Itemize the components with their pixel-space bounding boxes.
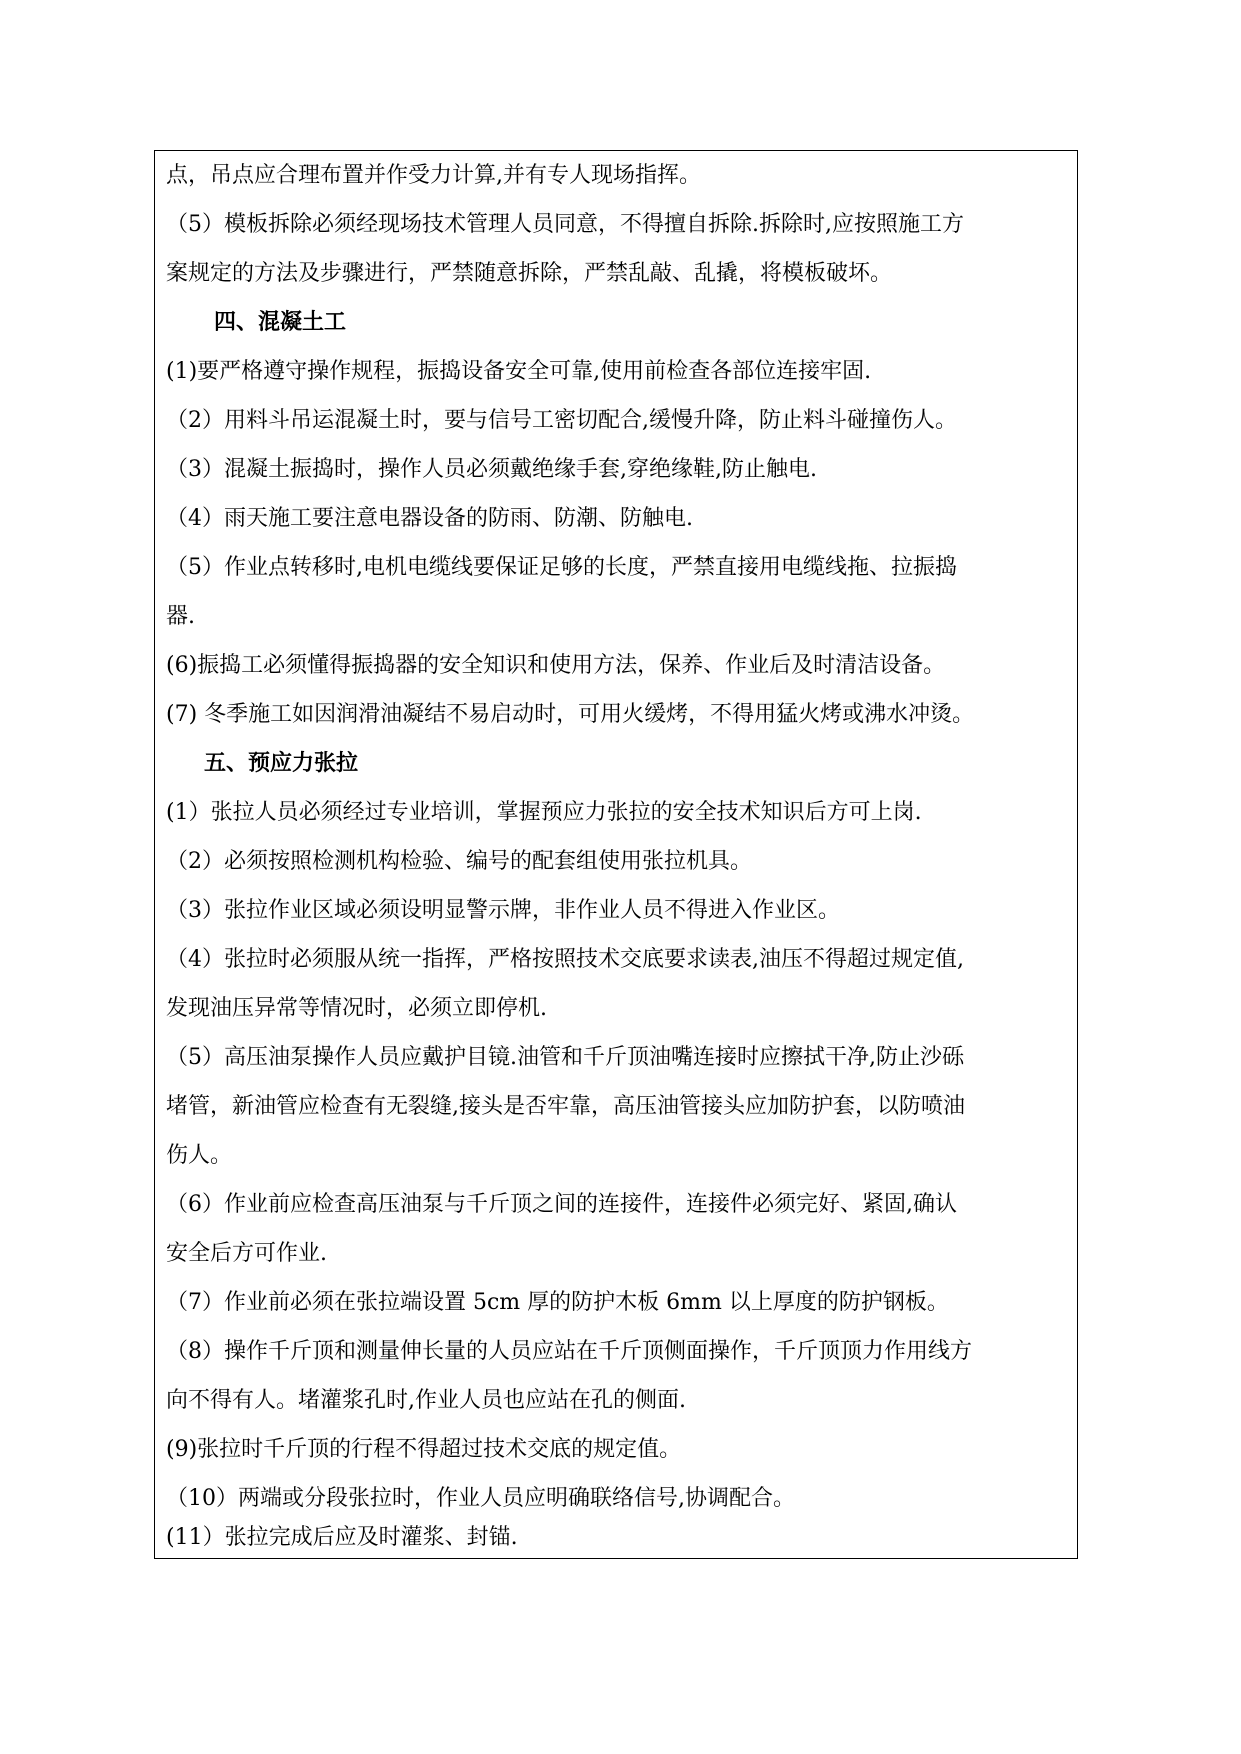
text-line: (6)振捣工必须懂得振捣器的安全知识和使用方法，保养、作业后及时清洁设备。 (166, 653, 946, 678)
section-heading-concrete: 四、混凝土工 (214, 310, 347, 335)
text-line: （3）张拉作业区域必须设明显警示牌，非作业人员不得进入作业区。 (166, 898, 840, 923)
text-line: (1)要严格遵守操作规程，振捣设备安全可靠,使用前检查各部位连接牢固. (166, 359, 872, 384)
text-line: 点，吊点应合理布置并作受力计算,并有专人现场指挥。 (166, 163, 701, 188)
text-line: 器. (166, 604, 195, 629)
text-line: （4）雨天施工要注意电器设备的防雨、防潮、防触电. (166, 506, 693, 531)
text-line: （10）两端或分段张拉时，作业人员应明确联络信号,协调配合。 (166, 1486, 795, 1511)
text-line: （5）高压油泵操作人员应戴护目镜.油管和千斤顶油嘴连接时应擦拭干净,防止沙砾 (166, 1045, 964, 1070)
text-line: （3）混凝土振捣时，操作人员必须戴绝缘手套,穿绝缘鞋,防止触电. (166, 457, 817, 482)
text-line: （5）模板拆除必须经现场技术管理人员同意，不得擅自拆除.拆除时,应按照施工方 (166, 212, 964, 237)
text-line: (11）张拉完成后应及时灌浆、封锚. (166, 1525, 518, 1550)
section-heading-prestress: 五、预应力张拉 (204, 751, 359, 776)
text-line: （5）作业点转移时,电机电缆线要保证足够的长度，严禁直接用电缆线拖、拉振捣 (166, 555, 957, 580)
text-line: 伤人。 (166, 1143, 233, 1168)
text-line: 向不得有人。堵灌浆孔时,作业人员也应站在孔的侧面. (166, 1388, 686, 1413)
text-line: （2）用料斗吊运混凝土时，要与信号工密切配合,缓慢升降，防止料斗碰撞伤人。 (166, 408, 957, 433)
text-line: （8）操作千斤顶和测量伸长量的人员应站在千斤顶侧面操作，千斤顶顶力作用线方 (166, 1339, 972, 1364)
text-line: 堵管，新油管应检查有无裂缝,接头是否牢靠，高压油管接头应加防护套，以防喷油 (166, 1094, 965, 1119)
text-line: (9)张拉时千斤顶的行程不得超过技术交底的规定值。 (166, 1437, 682, 1462)
text-line: （6）作业前应检查高压油泵与千斤顶之间的连接件，连接件必须完好、紧固,确认 (166, 1192, 957, 1217)
text-line: (7) 冬季施工如因润滑油凝结不易启动时，可用火缓烤，不得用猛火烤或沸水冲烫。 (166, 702, 975, 727)
text-line: (1）张拉人员必须经过专业培训，掌握预应力张拉的安全技术知识后方可上岗. (166, 800, 922, 825)
text-line: （4）张拉时必须服从统一指挥，严格按照技术交底要求读表,油压不得超过规定值, (166, 947, 964, 972)
text-line: 案规定的方法及步骤进行，严禁随意拆除，严禁乱敲、乱撬，将模板破坏。 (166, 261, 893, 286)
text-line: （2）必须按照检测机构检验、编号的配套组使用张拉机具。 (166, 849, 752, 874)
text-line: 安全后方可作业. (166, 1241, 327, 1266)
text-line: 发现油压异常等情况时，必须立即停机. (166, 996, 547, 1021)
text-line: （7）作业前必须在张拉端设置 5cm 厚的防护木板 6mm 以上厚度的防护钢板。 (166, 1290, 949, 1315)
